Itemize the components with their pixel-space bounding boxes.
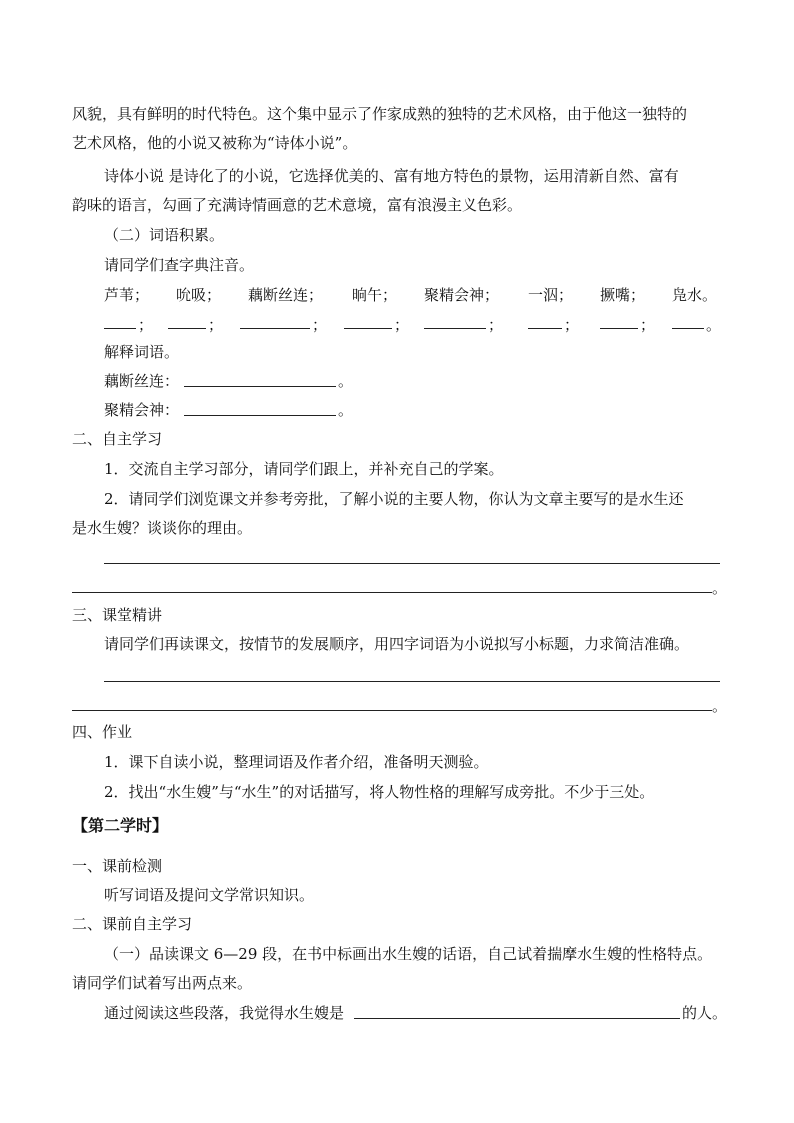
blank-separator: ； bbox=[564, 316, 580, 334]
vocab-word: 一泅； bbox=[528, 286, 574, 304]
lecture-heading: 三、课堂精讲 bbox=[72, 606, 163, 624]
pinyin-blank[interactable] bbox=[240, 328, 310, 329]
intro-line-1: 风貌，具有鲜明的时代特色。这个集中显示了作家成熟的独特的艺术风格，由于他这一独特的 bbox=[72, 105, 688, 123]
second-period-title: 【第二学时】 bbox=[72, 816, 169, 835]
pre-study-line-1: （一）品读课文 6—29 段，在书中标画出水生嫂的话语，自己试着揣摩水生嫂的性格特点。 bbox=[104, 945, 713, 963]
pinyin-blank[interactable] bbox=[528, 328, 562, 329]
vocab-word: 凫水。 bbox=[672, 286, 718, 304]
pinyin-blank[interactable] bbox=[672, 328, 704, 329]
self-study-item-2a: 2．请同学们浏览课文并参考旁批，了解小说的主要人物，你认为文章主要写的是水生还 bbox=[104, 490, 684, 508]
intro-line-2: 艺术风格，他的小说又被称为“诗体小说”。 bbox=[72, 134, 358, 152]
intro-line-3: 诗体小说 是诗化了的小说，它选择优美的、富有地方特色的景物，运用清新自然、富有 bbox=[104, 167, 679, 185]
explain-heading: 解释词语。 bbox=[104, 343, 180, 361]
explain-term: 聚精会神： bbox=[104, 401, 180, 419]
vocab-heading: （二）词语积累。 bbox=[104, 226, 225, 244]
self-study-item-2b: 是水生嫂？谈谈你的理由。 bbox=[72, 519, 253, 537]
explain-end: 。 bbox=[338, 372, 354, 390]
conclusion-start: 通过阅读这些段落，我觉得水生嫂是 bbox=[104, 1004, 345, 1022]
vocab-word: 藕断丝连； bbox=[248, 286, 324, 304]
pinyin-blank[interactable] bbox=[600, 328, 638, 329]
pinyin-blank[interactable] bbox=[424, 328, 486, 329]
homework-item-2: 2．找出“水生嫂”与“水生”的对话描写，将人物性格的理解写成旁批。不少于三处。 bbox=[104, 783, 655, 801]
vocab-word: 晌午； bbox=[352, 286, 398, 304]
blank-separator: ； bbox=[394, 316, 410, 334]
vocab-word: 撅嘴； bbox=[600, 286, 646, 304]
vocab-word: 芦苇； bbox=[104, 286, 150, 304]
blank-separator: 。 bbox=[706, 316, 722, 334]
conclusion-end: 的人。 bbox=[682, 1004, 728, 1022]
explain-term: 藕断丝连： bbox=[104, 372, 180, 390]
vocab-word: 聚精会神； bbox=[424, 286, 500, 304]
self-study-heading: 二、自主学习 bbox=[72, 430, 163, 448]
blank-separator: ； bbox=[640, 316, 656, 334]
pre-study-heading: 二、课前自主学习 bbox=[72, 915, 193, 933]
pinyin-blank[interactable] bbox=[344, 328, 392, 329]
homework-heading: 四、作业 bbox=[72, 723, 133, 741]
lecture-text: 请同学们再读课文，按情节的发展顺序，用四字词语为小说拟写小标题，力求简洁准确。 bbox=[104, 635, 690, 653]
pinyin-blank[interactable] bbox=[168, 328, 206, 329]
explain-blank[interactable] bbox=[184, 386, 336, 387]
check-text: 听写词语及提问文学常识知识。 bbox=[104, 886, 315, 904]
answer-line[interactable] bbox=[104, 563, 720, 564]
vocab-word: 吮吸； bbox=[176, 286, 222, 304]
intro-line-4: 韵味的语言，勾画了充满诗情画意的艺术意境，富有浪漫主义色彩。 bbox=[72, 196, 523, 214]
conclusion-blank[interactable] bbox=[354, 1018, 680, 1019]
blank-separator: ； bbox=[208, 316, 224, 334]
homework-item-1: 1．课下自读小说，整理词语及作者介绍，准备明天测验。 bbox=[104, 753, 489, 771]
explain-blank[interactable] bbox=[184, 415, 336, 416]
blank-separator: ； bbox=[312, 316, 328, 334]
blank-separator: ； bbox=[488, 316, 504, 334]
self-study-item-1: 1．交流自主学习部分，请同学们跟上，并补充自己的学案。 bbox=[104, 460, 504, 478]
check-heading: 一、课前检测 bbox=[72, 857, 163, 875]
answer-end: 。 bbox=[712, 697, 728, 715]
blank-separator: ； bbox=[138, 316, 154, 334]
pinyin-blank[interactable] bbox=[104, 328, 136, 329]
answer-line[interactable] bbox=[104, 681, 720, 682]
explain-end: 。 bbox=[338, 401, 354, 419]
answer-line[interactable] bbox=[72, 592, 712, 593]
answer-end: 。 bbox=[712, 579, 728, 597]
vocab-instruction: 请同学们查字典注音。 bbox=[104, 256, 255, 274]
answer-line[interactable] bbox=[72, 710, 712, 711]
pre-study-line-2: 请同学们试着写出两点来。 bbox=[72, 974, 253, 992]
